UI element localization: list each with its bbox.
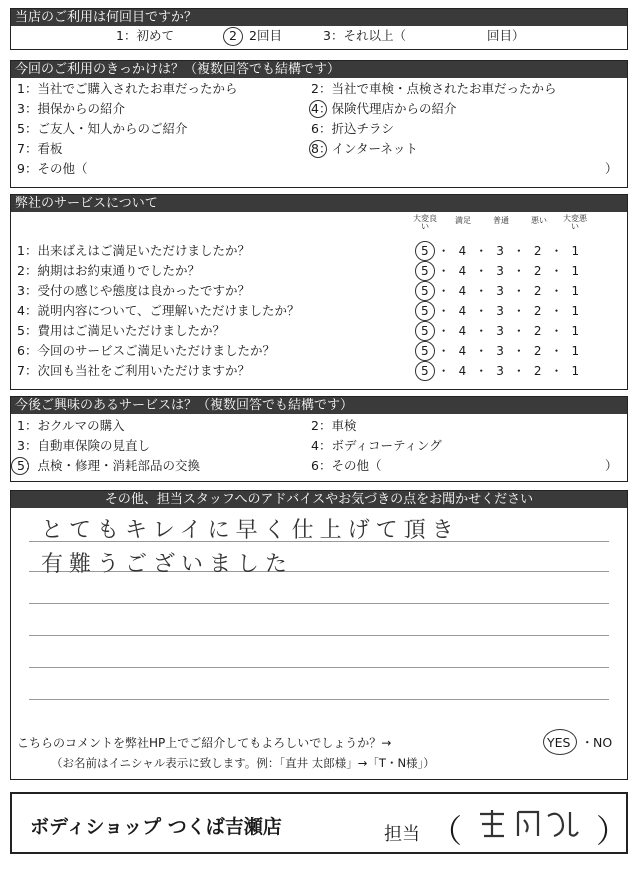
service-section — [10, 194, 628, 390]
interest-close-paren: ） — [605, 458, 618, 473]
rating-col-head-normal: 普通 — [493, 216, 509, 225]
visit-count-header: 当店のご利用は何回目ですか？ — [11, 9, 627, 26]
service-question-4: 4：説明内容について、ご理解いただけましたか？ — [17, 303, 300, 318]
staff-label: 担当 — [384, 824, 420, 845]
reason-item-4[interactable]: 4：保険代理店からの紹介 — [311, 101, 457, 116]
visit-option-second[interactable]: 2回目 — [249, 28, 282, 43]
selected-circle — [415, 321, 435, 341]
interest-item-1[interactable]: 1：おクルマの購入 — [17, 418, 125, 433]
reason-item-2[interactable]: 2：当社で車検・点検されたお車だったから — [311, 81, 557, 96]
interest-item-3[interactable]: 3：自動車保険の見直し — [17, 438, 150, 453]
service-header: 弊社のサービスについて — [11, 195, 627, 212]
visit-option-more-end: 回目） — [487, 28, 525, 43]
reason-header: 今回のご利用のきっかけは？（複数回答でも結構です） — [11, 61, 627, 78]
ruled-line — [29, 603, 609, 604]
rating-col-head-very-bad: 大変悪い — [563, 214, 587, 231]
rating-scale[interactable]: 5・4・3・2・1 — [421, 244, 589, 258]
ruled-line — [29, 699, 609, 700]
service-question-3: 3：受付の感じや態度は良かったですか？ — [17, 283, 250, 298]
service-question-1: 1：出来ばえはご満足いただけましたか？ — [17, 243, 250, 258]
handwritten-comment-line-2: 有難うございました — [41, 552, 294, 577]
interest-header: 今後ご興味のあるサービスは？（複数回答でも結構です） — [11, 397, 627, 414]
reason-item-7[interactable]: 7：看板 — [17, 141, 63, 156]
reason-item-8[interactable]: 8：インターネット — [311, 141, 418, 156]
interest-item-2[interactable]: 2：車検 — [311, 418, 357, 433]
rating-col-head-satisfied: 満足 — [455, 216, 471, 225]
rating-scale[interactable]: 5・4・3・2・1 — [421, 264, 589, 278]
comments-header: その他、担当スタッフへのアドバイスやお気づきの点をお聞かせください — [11, 491, 627, 508]
selected-circle — [415, 361, 435, 381]
shop-footer — [10, 792, 628, 854]
service-question-2: 2：納期はお約束通りでしたか？ — [17, 263, 200, 278]
rating-scale[interactable]: 5・4・3・2・1 — [421, 364, 589, 378]
yes-no-separator: ・ — [581, 735, 594, 750]
reason-close-paren: ） — [605, 161, 618, 176]
reason-item-9[interactable]: 9：その他（ — [17, 161, 88, 176]
staff-close-paren: ） — [596, 812, 629, 850]
ruled-line — [29, 667, 609, 668]
rating-scale[interactable]: 5・4・3・2・1 — [421, 304, 589, 318]
interest-item-5[interactable]: 5：点検・修理・消耗部品の交換 — [17, 458, 200, 473]
shop-name: ボディショップ つくば吉瀬店 — [30, 816, 282, 838]
handwritten-comment-line-1: とてもキレイに早く仕上げて頂き — [41, 518, 460, 543]
reason-section — [10, 60, 628, 188]
visit-count-section — [10, 8, 628, 50]
staff-signature — [474, 806, 584, 840]
no-option[interactable]: NO — [593, 735, 613, 750]
rating-scale[interactable]: 5・4・3・2・1 — [421, 284, 589, 298]
selected-circle — [415, 261, 435, 281]
reason-item-1[interactable]: 1：当社でご購入されたお車だったから — [17, 81, 238, 96]
selected-circle — [415, 341, 435, 361]
rating-scale[interactable]: 5・4・3・2・1 — [421, 344, 589, 358]
initials-note: （お名前はイニシャル表示に致します。例：「直井 太郎様」→「T・N様」） — [51, 756, 435, 770]
service-question-5: 5：費用はご満足いただけましたか？ — [17, 323, 225, 338]
reason-item-3[interactable]: 3：損保からの紹介 — [17, 101, 125, 116]
comments-section — [10, 490, 628, 780]
ruled-line — [29, 635, 609, 636]
visit-option-first[interactable]: 1：初めて — [116, 28, 174, 43]
rating-col-head-very-good: 大変良い — [413, 214, 437, 231]
staff-open-paren: （ — [430, 812, 463, 850]
service-question-6: 6：今回のサービスご満足いただけましたか？ — [17, 343, 275, 358]
reason-item-6[interactable]: 6：折込チラシ — [311, 121, 394, 136]
visit-option-second-number[interactable]: 2 — [229, 28, 237, 43]
staff-signature-icon — [474, 806, 584, 840]
interest-item-4[interactable]: 4：ボディコーティング — [311, 438, 442, 453]
interest-item-6[interactable]: 6：その他（ — [311, 458, 382, 473]
visit-option-more[interactable]: 3：それ以上（ — [323, 28, 406, 43]
reason-item-5[interactable]: 5：ご友人・知人からのご紹介 — [17, 121, 188, 136]
selected-circle — [415, 281, 435, 301]
selected-circle — [415, 301, 435, 321]
yes-option[interactable]: YES — [547, 735, 571, 750]
publish-question: こちらのコメントを弊社HP上でご紹介してもよろしいでしょうか？→ — [17, 736, 392, 750]
service-question-7: 7：次回も当社をご利用いただけますか？ — [17, 363, 250, 378]
selected-circle — [415, 241, 435, 261]
rating-col-head-bad: 悪い — [531, 216, 547, 225]
interest-section — [10, 396, 628, 482]
rating-scale[interactable]: 5・4・3・2・1 — [421, 324, 589, 338]
